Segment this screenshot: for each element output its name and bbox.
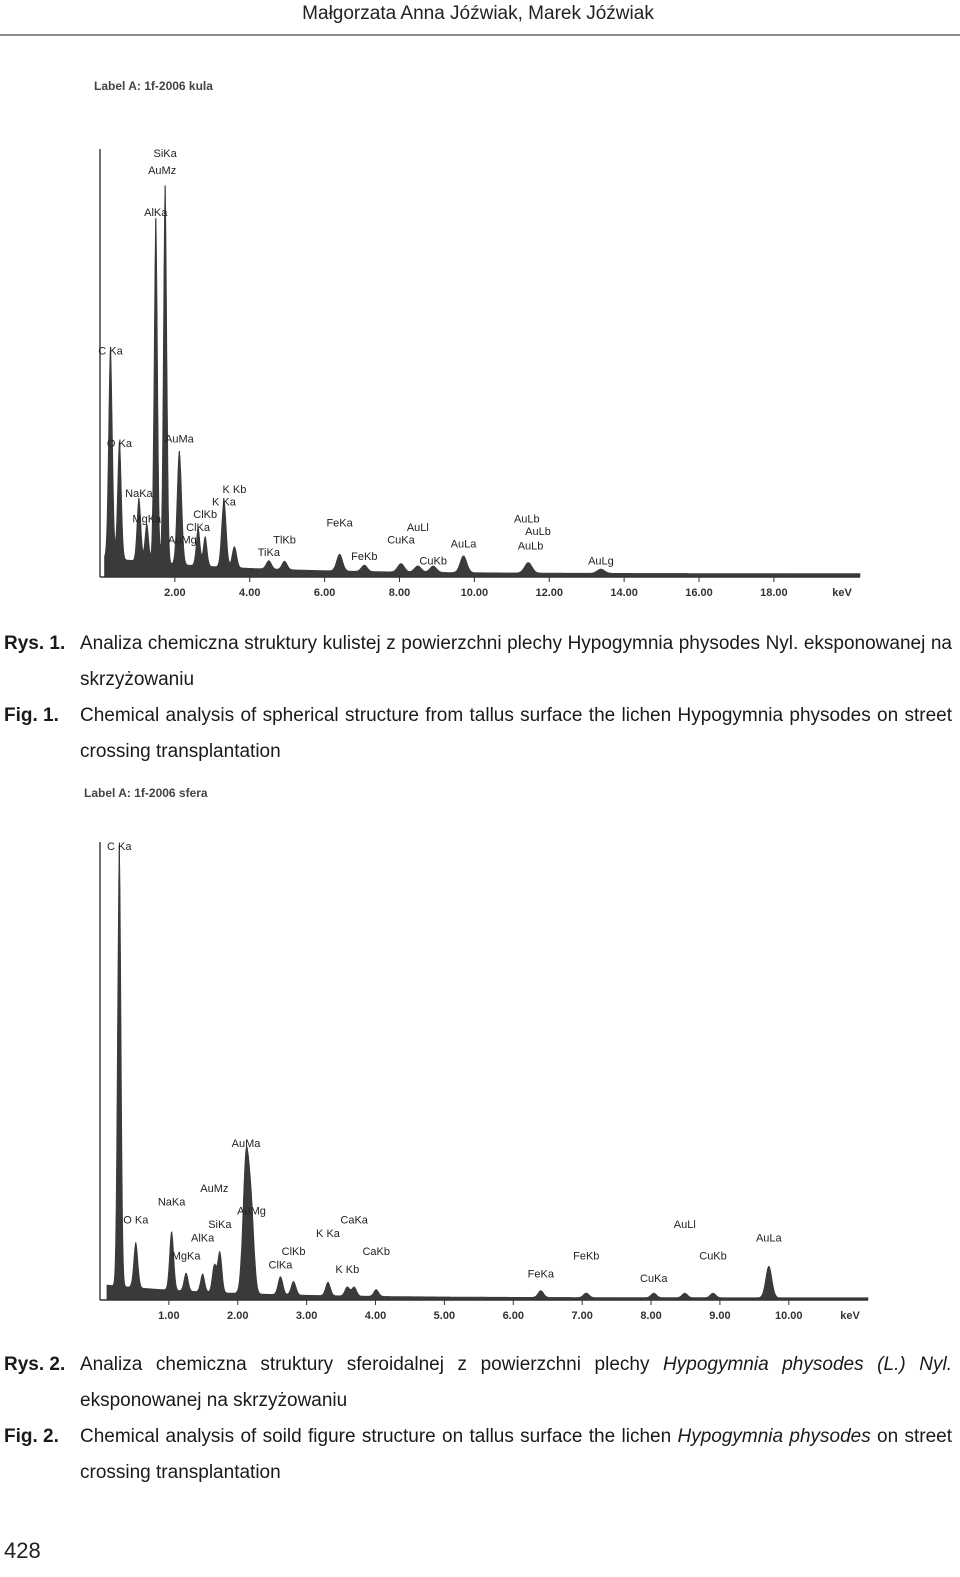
peak-label-tika: TiKa	[257, 547, 280, 559]
caption-text-b: eksponowanej na skrzyżowaniu	[80, 1390, 348, 1411]
caption-text: Analiza chemiczna struktury kulistej z powierzchni plechy Hypogymnia physodes Nyl. eksponowanej na skrzyżowaniu	[80, 633, 952, 690]
caption-text	[80, 1419, 952, 1491]
peak-label-clka: ClKa	[186, 521, 211, 534]
peak-label-aula: AuLa	[755, 1232, 782, 1245]
peak-label-auma: AuMa	[164, 433, 194, 446]
peak-label-naka: NaKa	[157, 1196, 186, 1209]
peak-label-k-kb: K Kb	[222, 484, 247, 496]
peak-label-sika: SiKa	[208, 1219, 232, 1231]
x-tick-label: 2.00	[227, 1310, 249, 1322]
x-tick-label: 2.00	[164, 587, 186, 599]
caption-text-a: Analiza chemiczna struktury sferoidalnej z powierzchni plechy	[80, 1354, 664, 1375]
peak-label-c-ka: C Ka	[107, 841, 132, 853]
peak-label-aumg: AuMg	[167, 534, 197, 547]
peak-label-aulg: AuLg	[588, 555, 614, 568]
peak-label-feka: FeKa	[527, 1268, 554, 1281]
spectrum-area	[107, 850, 868, 1300]
page-number: 428	[4, 1538, 41, 1563]
peak-label-clkb: ClKb	[281, 1246, 306, 1258]
x-tick-label: 10.00	[775, 1310, 803, 1322]
caption-label: Rys. 1.	[4, 633, 66, 654]
caption-text-b: on street crossing transplantation	[80, 1426, 952, 1483]
peak-label-caka: CaKa	[340, 1214, 368, 1227]
x-tick-label: 7.00	[571, 1310, 593, 1322]
eds-spectrum-chart-2	[76, 780, 876, 1335]
peak-label-alka: AlKa	[144, 206, 168, 219]
peak-label-mgka: MgKa	[171, 1250, 201, 1263]
peak-label-mgka: MgKa	[132, 513, 162, 526]
peak-label-k-ka: K Ka	[211, 496, 236, 509]
peak-label-sika: SiKa	[153, 148, 177, 160]
x-tick-label: 10.00	[460, 587, 489, 599]
x-axis-label: keV	[840, 1310, 860, 1322]
spectrum-area	[105, 188, 861, 577]
peak-label-k-kb: K Kb	[335, 1264, 360, 1276]
eds-spectrum-chart-1	[80, 72, 870, 612]
peak-label-fekb: FeKb	[573, 1250, 600, 1263]
species-name: Hypogymnia physodes (L.) Nyl.	[663, 1354, 952, 1375]
caption-label: Rys. 2.	[4, 1354, 66, 1375]
peak-label-aumz: AuMz	[148, 164, 177, 177]
spectrum-label: Label A: 1f-2006 kula	[94, 79, 213, 93]
x-tick-label: 5.00	[433, 1310, 456, 1322]
caption-pl-1	[4, 626, 952, 698]
species-name: Hypogymnia physodes	[677, 1426, 871, 1447]
caption-text	[80, 1347, 952, 1419]
peak-label-aumg: AuMg	[237, 1205, 266, 1218]
caption-label: Fig. 1.	[4, 705, 59, 726]
x-tick-label: 14.00	[610, 587, 638, 599]
peak-label-cuka: CuKa	[387, 534, 415, 547]
caption-pl-2	[4, 1347, 952, 1419]
x-tick-label: 8.00	[388, 587, 411, 599]
x-tick-label: 8.00	[640, 1310, 662, 1322]
peak-label-naka: NaKa	[125, 488, 153, 501]
peak-label-tlkb: TlKb	[273, 534, 296, 547]
peak-label-cukb: CuKb	[419, 555, 447, 568]
peak-label-aulb: AuLb	[525, 526, 551, 538]
peak-label-cukb: CuKb	[699, 1250, 727, 1263]
peak-label-o-ka: O Ka	[106, 437, 133, 450]
caption-en-2	[4, 1419, 952, 1491]
x-tick-label: 1.00	[158, 1310, 180, 1322]
x-tick-label: 3.00	[295, 1310, 318, 1322]
peak-label-cuka: CuKa	[640, 1273, 668, 1285]
x-tick-label: 6.00	[313, 587, 336, 599]
x-tick-label: 4.00	[239, 587, 261, 599]
x-tick-label: 12.00	[535, 587, 564, 599]
x-tick-label: 6.00	[502, 1310, 524, 1322]
peak-label-aulb: AuLb	[513, 513, 540, 526]
peak-label-cakb: CaKb	[362, 1246, 390, 1258]
caption-en-1	[4, 698, 952, 770]
peak-label-clka: ClKa	[268, 1259, 293, 1272]
caption-label: Fig. 2.	[4, 1426, 59, 1447]
x-tick-label: 4.00	[364, 1310, 387, 1322]
authors: Małgorzata Anna Jóźwiak, Marek Jóźwiak	[302, 3, 654, 24]
peak-label-aull: AuLl	[406, 521, 429, 534]
caption-text-a: Chemical analysis of soild figure structure on tallus surface the lichen	[80, 1426, 678, 1447]
peak-label-fekb: FeKb	[351, 551, 378, 564]
figure-2-caption	[4, 1347, 952, 1491]
figure-1-caption	[4, 626, 952, 770]
page-header	[0, 0, 960, 36]
x-tick-label: 18.00	[760, 587, 788, 599]
spectrum-label: Label A: 1f-2006 sfera	[84, 786, 208, 800]
peak-label-aula: AuLa	[450, 538, 477, 551]
peak-label-clkb: ClKb	[193, 509, 218, 522]
peak-label-aull: AuLl	[673, 1219, 696, 1231]
peak-label-alka: AlKa	[191, 1232, 215, 1245]
peak-label-k-ka: K Ka	[316, 1228, 340, 1240]
peak-label-c-ka: C Ka	[98, 345, 123, 358]
caption-text: Chemical analysis of spherical structure from tallus surface the lichen Hypogymnia physodes on street crossing transplantation	[80, 705, 952, 762]
peak-label-feka: FeKa	[326, 517, 353, 530]
peak-label-auma: AuMa	[231, 1138, 261, 1150]
x-tick-label: 16.00	[685, 587, 713, 599]
spectrum-2-svg	[76, 780, 876, 1330]
peak-label-o-ka: O Ka	[123, 1214, 149, 1227]
peak-label-aulb: AuLb	[517, 540, 544, 553]
spectrum-1-svg	[80, 72, 870, 607]
x-axis-label: keV	[832, 587, 852, 599]
x-tick-label: 9.00	[709, 1310, 731, 1322]
peak-label-aumz: AuMz	[200, 1183, 229, 1195]
